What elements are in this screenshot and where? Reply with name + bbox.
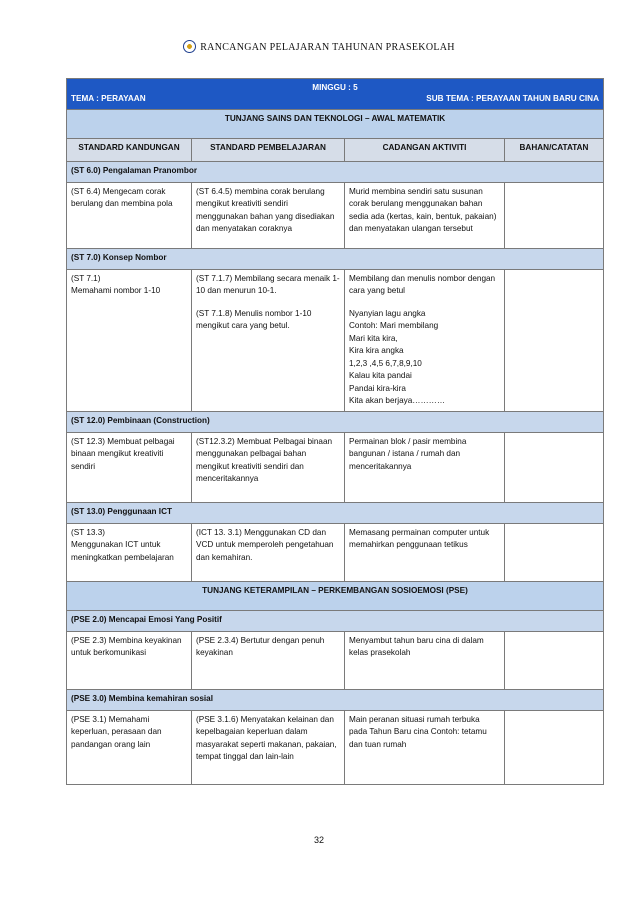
table-row bbox=[67, 523, 604, 581]
section-heading: (PSE 3.0) Membina kemahiran sosial bbox=[67, 689, 604, 710]
header-title: RANCANGAN PELAJARAN TAHUNAN PRASEKOLAH bbox=[200, 42, 455, 53]
theme-label: TEMA : PERAYAAN bbox=[71, 94, 146, 103]
column-header-row bbox=[67, 138, 604, 161]
song-line: Kita akan berjaya………… bbox=[349, 396, 446, 405]
section-heading: (ST 7.0) Konsep Nombor bbox=[67, 248, 604, 269]
theme-banner bbox=[67, 79, 604, 110]
column-header: BAHAN/CATATAN bbox=[505, 138, 604, 161]
aktiviti-cell: Main peranan situasi rumah terbuka pada Tahun Baru cina Contoh: tetamu dan tuan rumah bbox=[345, 710, 505, 784]
song-line: Mari kita kira, bbox=[349, 333, 398, 343]
bahan-cell bbox=[505, 182, 604, 248]
kandungan-cell: (ST 6.4) Mengecam corak berulang dan membina pola bbox=[67, 182, 192, 248]
pembelajaran-cell: (ST 7.1.7) Membilang secara menaik 1-10 dan menurun 10-1. (ST 7.1.8) Menulis nombor 1-10 mengikut cara yang betul. bbox=[192, 269, 345, 411]
kandungan-cell: (ST 12.3) Membuat pelbagai binaan mengikut kreativiti sendiri bbox=[67, 432, 192, 502]
subtheme-label: SUB TEMA : PERAYAAN TAHUN BARU CINA bbox=[426, 94, 599, 103]
section-heading: (PSE 2.0) Mencapai Emosi Yang Positif bbox=[67, 610, 604, 631]
aktiviti-cell: Permainan blok / pasir membina bangunan / istana / rumah dan menceritakannya bbox=[345, 432, 505, 502]
page-number: 32 bbox=[313, 835, 324, 845]
song-line: Kalau kita pandai bbox=[349, 371, 412, 380]
week-label: MINGGU : 5 bbox=[312, 83, 358, 92]
lesson-plan-table bbox=[66, 78, 604, 785]
song-line: Pandai kira-kira bbox=[349, 383, 406, 393]
kandungan-cell: (ST 7.1) Memahami nombor 1-10 bbox=[67, 269, 192, 411]
bahan-cell bbox=[505, 710, 604, 784]
table-row bbox=[67, 182, 604, 248]
aktiviti-cell: Menyambut tahun baru cina di dalam kelas prasekolah bbox=[345, 631, 505, 689]
tunjang-heading: TUNJANG KETERAMPILAN – PERKEMBANGAN SOSIOEMOSI (PSE) bbox=[67, 581, 604, 610]
table-row bbox=[67, 710, 604, 784]
pembelajaran-cell: (PSE 3.1.6) Menyatakan kelainan dan kepelbagaian keperluan dalam masyarakat seperti makanan, pakaian, tempat tinggal dan lain-lain bbox=[192, 710, 345, 784]
song-line: Contoh: Mari membilang bbox=[349, 321, 439, 330]
bahan-cell bbox=[505, 269, 604, 411]
section-heading: (ST 13.0) Penggunaan ICT bbox=[67, 502, 604, 523]
pembelajaran-cell: (ST 6.4.5) membina corak berulang mengikut kreativiti sendiri menggunakan bahan yang disediakan dan menyatakan coraknya bbox=[192, 182, 345, 248]
section-heading: (ST 12.0) Pembinaan (Construction) bbox=[67, 411, 604, 432]
kandungan-cell: (PSE 2.3) Membina keyakinan untuk berkomunikasi bbox=[67, 631, 192, 689]
table-row bbox=[67, 631, 604, 689]
table-row bbox=[67, 432, 604, 502]
ministry-logo-icon bbox=[183, 40, 196, 53]
bahan-cell bbox=[505, 523, 604, 581]
column-header: STANDARD PEMBELAJARAN bbox=[192, 138, 345, 161]
song-line: 1,2,3 ,4,5 6,7,8,9,10 bbox=[349, 358, 422, 368]
aktiviti-cell: Membilang dan menulis nombor dengan cara yang betul Nyanyian lagu angka Contoh: Mari membilang Mari kita kira, Kira kira angka 1,2,3 ,4,5 6,7,8,9,10 Kalau kita pandai Pandai kira-kira Kita akan berjaya………… bbox=[345, 269, 505, 411]
aktiviti-cell: Memasang permainan computer untuk memahirkan penggunaan tetikus bbox=[345, 523, 505, 581]
pembelajaran-cell: (PSE 2.3.4) Bertutur dengan penuh keyakinan bbox=[192, 631, 345, 689]
pembelajaran-cell: (ST12.3.2) Membuat Pelbagai binaan menggunakan pelbagai bahan mengikut kreativiti sendiri dan menceritakannya bbox=[192, 432, 345, 502]
section-heading: (ST 6.0) Pengalaman Pranombor bbox=[67, 161, 604, 182]
tunjang-heading: TUNJANG SAINS DAN TEKNOLOGI – AWAL MATEMATIK bbox=[67, 109, 604, 138]
kandungan-cell: (PSE 3.1) Memahami keperluan, perasaan dan pandangan orang lain bbox=[67, 710, 192, 784]
bahan-cell bbox=[505, 432, 604, 502]
aktiviti-cell: Murid membina sendiri satu susunan corak berulang menggunakan bahan sedia ada (kertas, kain, bentuk, pakaian) dan menyatakan ulangan tersebut bbox=[345, 182, 505, 248]
column-header: CADANGAN AKTIVITI bbox=[345, 138, 505, 161]
table-row bbox=[67, 269, 604, 411]
bahan-cell bbox=[505, 631, 604, 689]
pembelajaran-cell: (ICT 13. 3.1) Menggunakan CD dan VCD untuk memperoleh pengetahuan dan kemahiran. bbox=[192, 523, 345, 581]
page-header bbox=[0, 40, 638, 53]
song-line: Nyanyian lagu angka bbox=[349, 308, 426, 318]
column-header: STANDARD KANDUNGAN bbox=[67, 138, 192, 161]
kandungan-cell: (ST 13.3) Menggunakan ICT untuk meningkatkan pembelajaran bbox=[67, 523, 192, 581]
song-line: Kira kira angka bbox=[349, 346, 404, 355]
